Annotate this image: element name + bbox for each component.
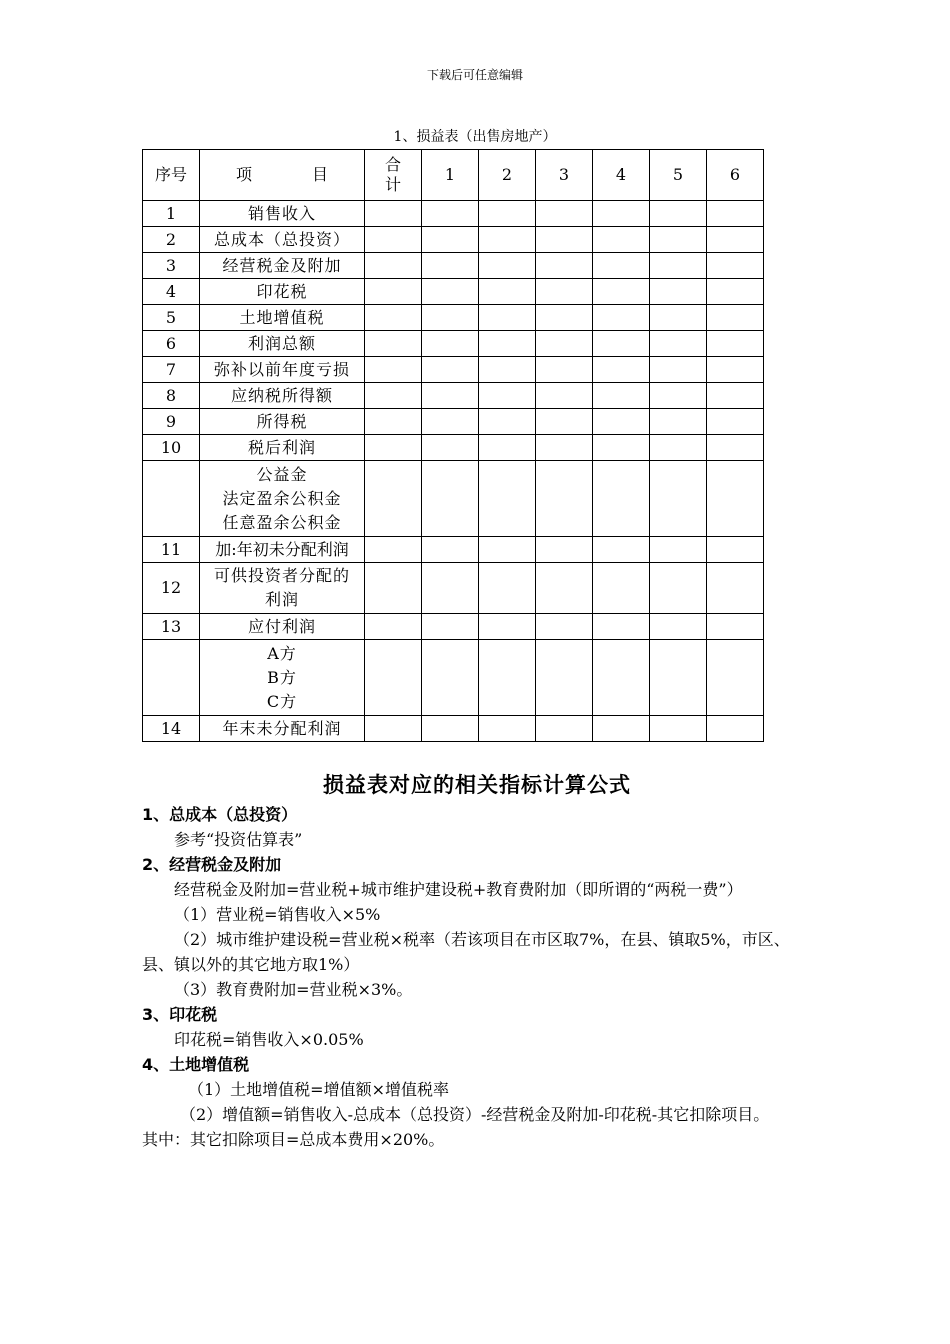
table-row bbox=[143, 227, 764, 253]
row-item: 印花税 bbox=[200, 279, 365, 305]
row-item-line: 公益金 bbox=[256, 464, 308, 484]
section-heading-land-tax: 4、土地增值税 bbox=[142, 1055, 250, 1074]
row-seq: 6 bbox=[143, 331, 200, 357]
table-row bbox=[143, 614, 764, 640]
table-row bbox=[143, 563, 764, 614]
row-seq: 1 bbox=[143, 201, 200, 227]
section-text: 印花税=销售收入×0.05% bbox=[174, 1030, 364, 1049]
table-row bbox=[143, 305, 764, 331]
header-total bbox=[365, 150, 422, 201]
table-row bbox=[143, 279, 764, 305]
header-year-6: 6 bbox=[707, 150, 764, 201]
table-row bbox=[143, 383, 764, 409]
row-item: 应付利润 bbox=[200, 614, 365, 640]
row-item: 土地增值税 bbox=[200, 305, 365, 331]
header-total-bottom: 计 bbox=[384, 175, 401, 194]
row-item-line: C方 bbox=[266, 691, 298, 711]
table-row bbox=[143, 253, 764, 279]
section-item: （3）教育费附加=营业税×3%。 bbox=[174, 980, 413, 999]
formulas-title: 损益表对应的相关指标计算公式 bbox=[323, 772, 631, 797]
row-item: 利润总额 bbox=[200, 331, 365, 357]
row-seq: 12 bbox=[143, 563, 200, 614]
section-text: 参考“投资估算表” bbox=[174, 830, 303, 849]
row-item-line: 可供投资者分配的 bbox=[213, 566, 350, 585]
row-item-multiline bbox=[200, 640, 365, 716]
header-item-left: 项 bbox=[235, 165, 252, 184]
table-row bbox=[143, 331, 764, 357]
table-header-row bbox=[143, 150, 764, 201]
header-item bbox=[200, 150, 365, 201]
section-item: （1）土地增值税=增值额×增值税率 bbox=[188, 1080, 449, 1099]
section-item: （2）城市维护建设税=营业税×税率（若该项目在市区取7%，在县、镇取5%，市区、县、镇以外的其它地方取1%） bbox=[142, 930, 790, 974]
row-seq: 4 bbox=[143, 279, 200, 305]
header-year-5: 5 bbox=[650, 150, 707, 201]
row-seq: 2 bbox=[143, 227, 200, 253]
row-seq: 7 bbox=[143, 357, 200, 383]
section-heading-business-tax: 2、经营税金及附加 bbox=[142, 855, 282, 874]
row-item: 弥补以前年度亏损 bbox=[200, 357, 365, 383]
table-row bbox=[143, 201, 764, 227]
table-row bbox=[143, 409, 764, 435]
table-title: 1、损益表（出售房地产） bbox=[393, 129, 557, 145]
table-row bbox=[143, 640, 764, 716]
row-item: 销售收入 bbox=[200, 201, 365, 227]
row-seq: 5 bbox=[143, 305, 200, 331]
row-item-line: A方 bbox=[267, 643, 297, 663]
header-year-3: 3 bbox=[536, 150, 593, 201]
row-item-multiline bbox=[200, 563, 365, 614]
section-item: （1）营业税=销售收入×5% bbox=[174, 905, 381, 924]
row-item: 应纳税所得额 bbox=[200, 383, 365, 409]
header-seq: 序号 bbox=[143, 150, 200, 201]
row-seq: 8 bbox=[143, 383, 200, 409]
header-year-4: 4 bbox=[593, 150, 650, 201]
row-seq: 10 bbox=[143, 435, 200, 461]
section-item: （2）增值额=销售收入-总成本（总投资）-经营税金及附加-印花税-其它扣除项目。 bbox=[180, 1105, 770, 1124]
row-seq: 3 bbox=[143, 253, 200, 279]
table-row bbox=[143, 537, 764, 563]
table-row bbox=[143, 435, 764, 461]
section-text: 经营税金及附加=营业税+城市维护建设税+教育费附加（即所谓的“两税一费”） bbox=[174, 880, 743, 899]
row-item-multiline bbox=[200, 461, 365, 537]
section-heading-stamp-tax: 3、印花税 bbox=[142, 1005, 218, 1024]
header-total-top: 合 bbox=[384, 155, 401, 174]
section-heading-total-cost: 1、总成本（总投资） bbox=[142, 805, 298, 824]
row-seq: 14 bbox=[143, 716, 200, 742]
row-item-line: B方 bbox=[267, 667, 297, 687]
header-item-right: 目 bbox=[312, 165, 329, 184]
row-seq: 11 bbox=[143, 537, 200, 563]
row-seq: 13 bbox=[143, 614, 200, 640]
formulas-section bbox=[142, 770, 812, 1152]
row-item: 经营税金及附加 bbox=[200, 253, 365, 279]
section-note: 其中：其它扣除项目=总成本费用×20%。 bbox=[142, 1130, 445, 1149]
row-seq bbox=[143, 640, 200, 716]
row-item: 所得税 bbox=[200, 409, 365, 435]
row-item: 年末未分配利润 bbox=[200, 716, 365, 742]
row-item-line: 利润 bbox=[264, 590, 299, 609]
row-item-line: 法定盈余公积金 bbox=[222, 488, 342, 508]
table-row bbox=[143, 461, 764, 537]
row-item-line: 任意盈余公积金 bbox=[222, 512, 342, 532]
header-year-2: 2 bbox=[479, 150, 536, 201]
row-item: 加:年初未分配利润 bbox=[200, 537, 365, 563]
header-year-1: 1 bbox=[422, 150, 479, 201]
row-item: 税后利润 bbox=[200, 435, 365, 461]
row-seq bbox=[143, 461, 200, 537]
header-note: 下载后可任意编辑 bbox=[426, 68, 523, 82]
table-row bbox=[143, 716, 764, 742]
row-seq: 9 bbox=[143, 409, 200, 435]
row-item: 总成本（总投资） bbox=[200, 227, 365, 253]
profit-loss-table bbox=[142, 149, 764, 742]
table-row bbox=[143, 357, 764, 383]
